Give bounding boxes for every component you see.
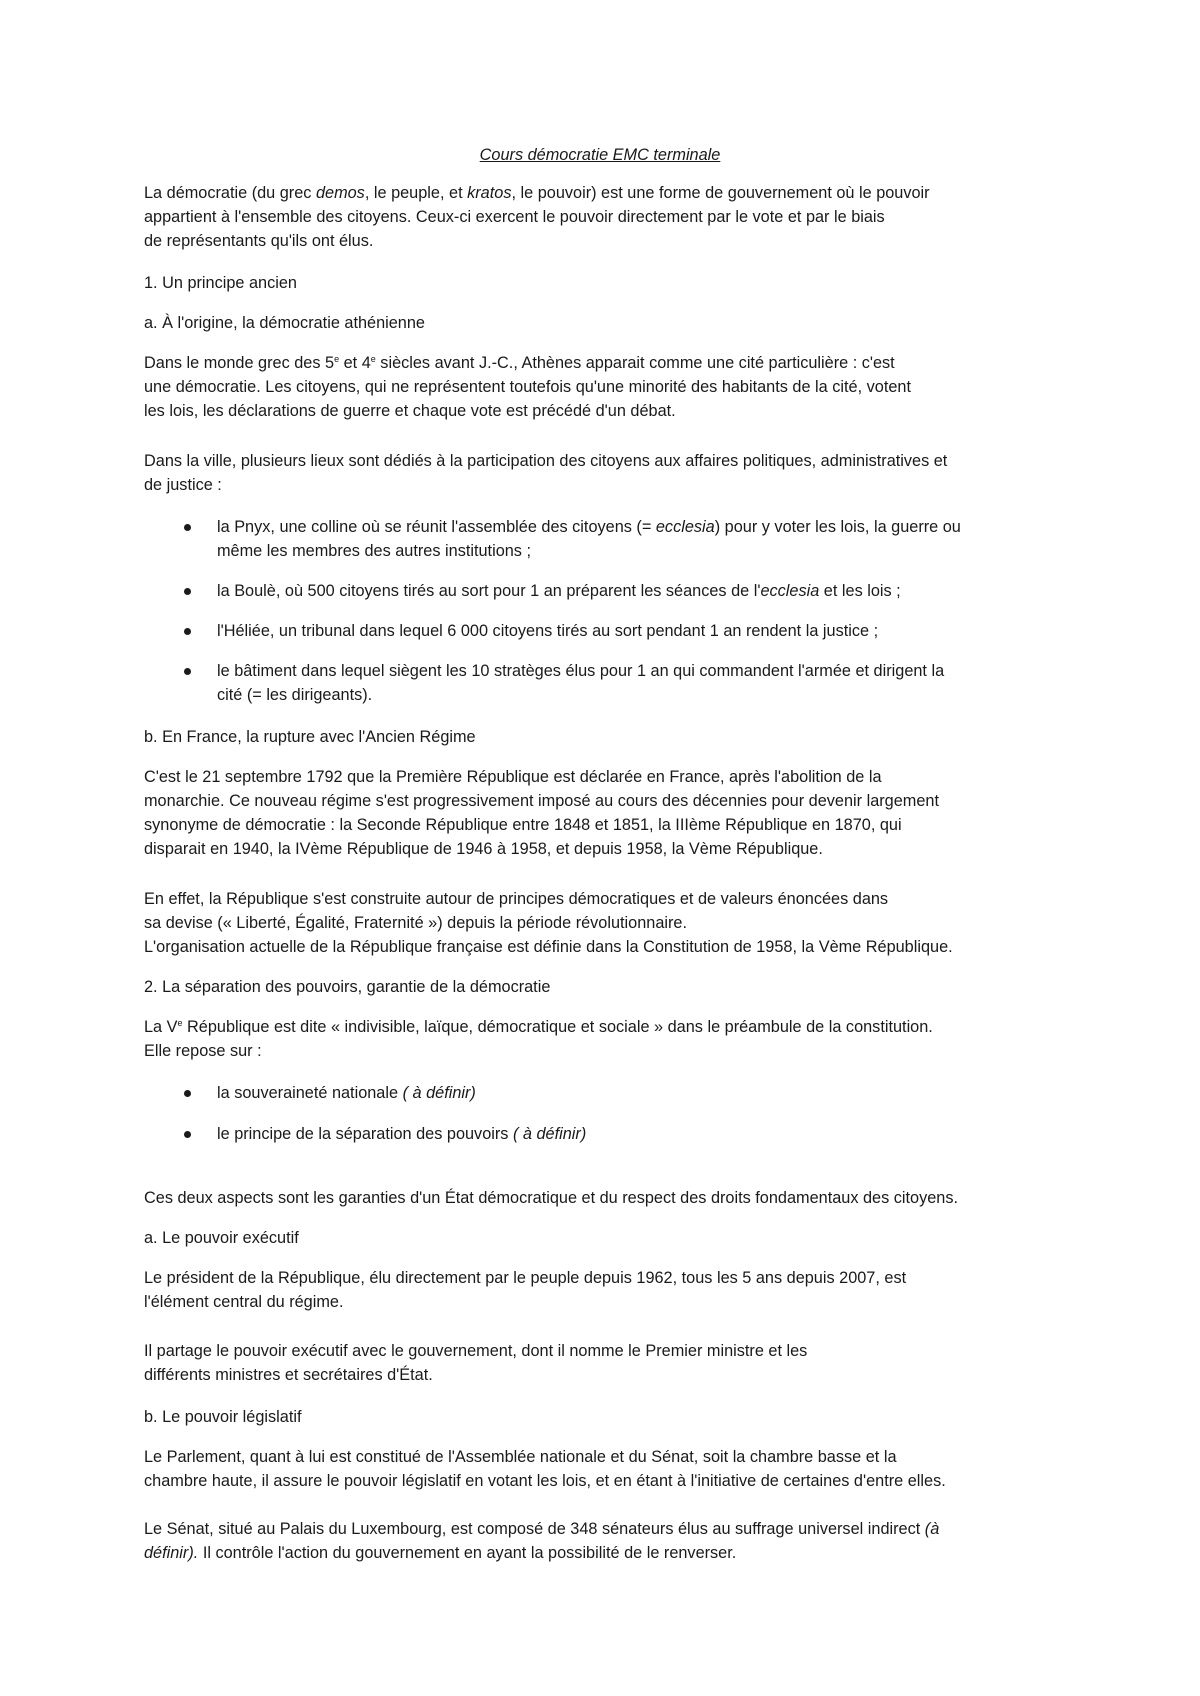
paragraph-text: chambre haute, il assure le pouvoir législatif en votant les lois, et en étant à l'initiative de certaines d'entre elles. [144, 1472, 946, 1490]
term-ecclesia: ecclesia [760, 582, 820, 600]
paragraph [144, 1015, 1064, 1063]
paragraph-text: Le Sénat, situé au Palais du Luxembourg, est composé de 348 sénateurs élus au suffrage universel indirect [144, 1520, 925, 1538]
paragraph-text: et 4 [339, 354, 371, 372]
bullet-dot-icon [184, 588, 191, 595]
bullet-text [217, 1122, 1064, 1146]
paragraph-text: monarchie. Ce nouveau régime s'est progressivement imposé au cours des décennies pour devenir largement [144, 792, 939, 810]
intro-term-demos: demos [315, 184, 365, 202]
paragraph-text: République est dite « indivisible, laïque, démocratique et sociale » dans le préambule de la constitution. [182, 1018, 933, 1036]
to-define-note: ( à définir) [402, 1084, 476, 1102]
paragraph-text: l'élément central du régime. [144, 1293, 344, 1311]
paragraph-text: L'organisation actuelle de la République française est définie dans la Constitution de 1958, la Vème République. [144, 938, 953, 956]
term-ecclesia: ecclesia [655, 518, 715, 536]
bullet-item [144, 619, 1064, 643]
document-title: Cours démocratie EMC terminale [479, 146, 721, 164]
to-define-note: définir). [144, 1544, 199, 1562]
paragraph-text: une démocratie. Les citoyens, qui ne représentent toutefois qu'une minorité des habitants de la cité, votent [144, 378, 911, 396]
paragraph-text: synonyme de démocratie : la Seconde République entre 1848 et 1851, la IIIème République en 1870, qui [144, 816, 902, 834]
intro-text: La démocratie (du grec [144, 184, 316, 202]
paragraph-text: Dans la ville, plusieurs lieux sont dédiés à la participation des citoyens aux affaires politiques, administratives et [144, 452, 948, 470]
bullet-text-part: la Boulè, où 500 citoyens tirés au sort pour 1 an préparent les séances de l' [217, 582, 761, 600]
paragraph-text: Il partage le pouvoir exécutif avec le gouvernement, dont il nomme le Premier ministre et les [144, 1342, 808, 1360]
bullet-text [217, 579, 1064, 603]
to-define-note: ( à définir) [512, 1125, 587, 1143]
intro-text: , le peuple, et [364, 184, 468, 202]
intro-term-kratos: kratos [467, 184, 512, 202]
paragraph [144, 1517, 1064, 1565]
paragraph-text: sa devise (« Liberté, Égalité, Fraternité ») depuis la période révolutionnaire. [144, 914, 688, 932]
paragraph-text: les lois, les déclarations de guerre et chaque vote est précédé d'un débat. [144, 402, 676, 420]
superscript: e [334, 354, 340, 364]
bullet-dot-icon [184, 628, 191, 635]
bullet-text-part: et les lois ; [819, 582, 901, 600]
paragraph [144, 1339, 1064, 1387]
subsection-heading: b. Le pouvoir législatif [144, 1408, 302, 1426]
superscript: e [370, 354, 376, 364]
bullet-item [144, 515, 1064, 563]
paragraph-text: disparait en 1940, la IVème République de 1946 à 1958, et depuis 1958, la Vème République. [144, 840, 823, 858]
paragraph-text: Le président de la République, élu directement par le peuple depuis 1962, tous les 5 ans depuis 2007, est [144, 1269, 907, 1287]
paragraph-text: de justice : [144, 476, 222, 494]
paragraph: Ces deux aspects sont les garanties d'un État démocratique et du respect des droits fondamentaux des citoyens. [144, 1189, 959, 1207]
bullet-item [144, 1122, 1064, 1146]
bullet-text-part: ) pour y voter les lois, la guerre ou [714, 518, 961, 536]
bullet-dot-icon [184, 524, 191, 531]
paragraph-text: Le Parlement, quant à lui est constitué de l'Assemblée nationale et du Sénat, soit la chambre basse et la [144, 1448, 897, 1466]
bullet-text-part: cité (= les dirigeants). [217, 686, 373, 704]
bullet-text [217, 515, 1064, 563]
paragraph-text: différents ministres et secrétaires d'État. [144, 1366, 433, 1384]
intro-text: appartient à l'ensemble des citoyens. Ceux-ci exercent le pouvoir directement par le vote et par le biais [144, 208, 885, 226]
paragraph-text: siècles avant J.-C., Athènes apparait comme une cité particulière : c'est [375, 354, 895, 372]
bullet-item [144, 1081, 1064, 1105]
bullet-text-part: la Pnyx, une colline où se réunit l'assemblée des citoyens (= [217, 518, 656, 536]
bullet-text [217, 659, 1064, 707]
paragraph [144, 1266, 1064, 1314]
paragraph-text: En effet, la République s'est construite autour de principes démocratiques et de valeurs énoncées dans [144, 890, 889, 908]
bullet-text-part: la souveraineté nationale [217, 1084, 403, 1102]
paragraph-text: C'est le 21 septembre 1792 que la Première République est déclarée en France, après l'abolition de la [144, 768, 882, 786]
intro-paragraph [144, 181, 1064, 253]
section-heading: 2. La séparation des pouvoirs, garantie de la démocratie [144, 978, 551, 996]
bullet-dot-icon [184, 668, 191, 675]
superscript: e [177, 1018, 183, 1028]
bullet-text-part: même les membres des autres institutions ; [217, 542, 531, 560]
bullet-text [217, 1081, 1064, 1105]
bullet-item [144, 579, 1064, 603]
subsection-heading: a. À l'origine, la démocratie athénienne [144, 314, 425, 332]
subsection-heading: b. En France, la rupture avec l'Ancien Régime [144, 728, 476, 746]
intro-text: , le pouvoir) est une forme de gouvernement où le pouvoir [511, 184, 930, 202]
paragraph-text: Il contrôle l'action du gouvernement en ayant la possibilité de le renverser. [198, 1544, 737, 1562]
section-heading: 1. Un principe ancien [144, 274, 297, 292]
bullet-dot-icon [184, 1090, 191, 1097]
paragraph [144, 887, 1064, 959]
paragraph [144, 351, 1064, 423]
paragraph-text: Dans le monde grec des 5 [144, 354, 335, 372]
bullet-text-part: le principe de la séparation des pouvoirs [217, 1125, 513, 1143]
paragraph [144, 765, 1064, 861]
bullet-item [144, 659, 1064, 707]
intro-text: de représentants qu'ils ont élus. [144, 232, 374, 250]
paragraph [144, 1445, 1064, 1493]
paragraph-text: La V [144, 1018, 178, 1036]
paragraph-text: Elle repose sur : [144, 1042, 262, 1060]
bullet-text: l'Héliée, un tribunal dans lequel 6 000 citoyens tirés au sort pendant 1 an rendent la justice ; [217, 622, 879, 640]
to-define-note: (à [924, 1520, 940, 1538]
paragraph [144, 449, 1064, 497]
subsection-heading: a. Le pouvoir exécutif [144, 1229, 299, 1247]
bullet-dot-icon [184, 1131, 191, 1138]
bullet-text-part: le bâtiment dans lequel siègent les 10 stratèges élus pour 1 an qui commandent l'armée et dirigent la [217, 662, 945, 680]
